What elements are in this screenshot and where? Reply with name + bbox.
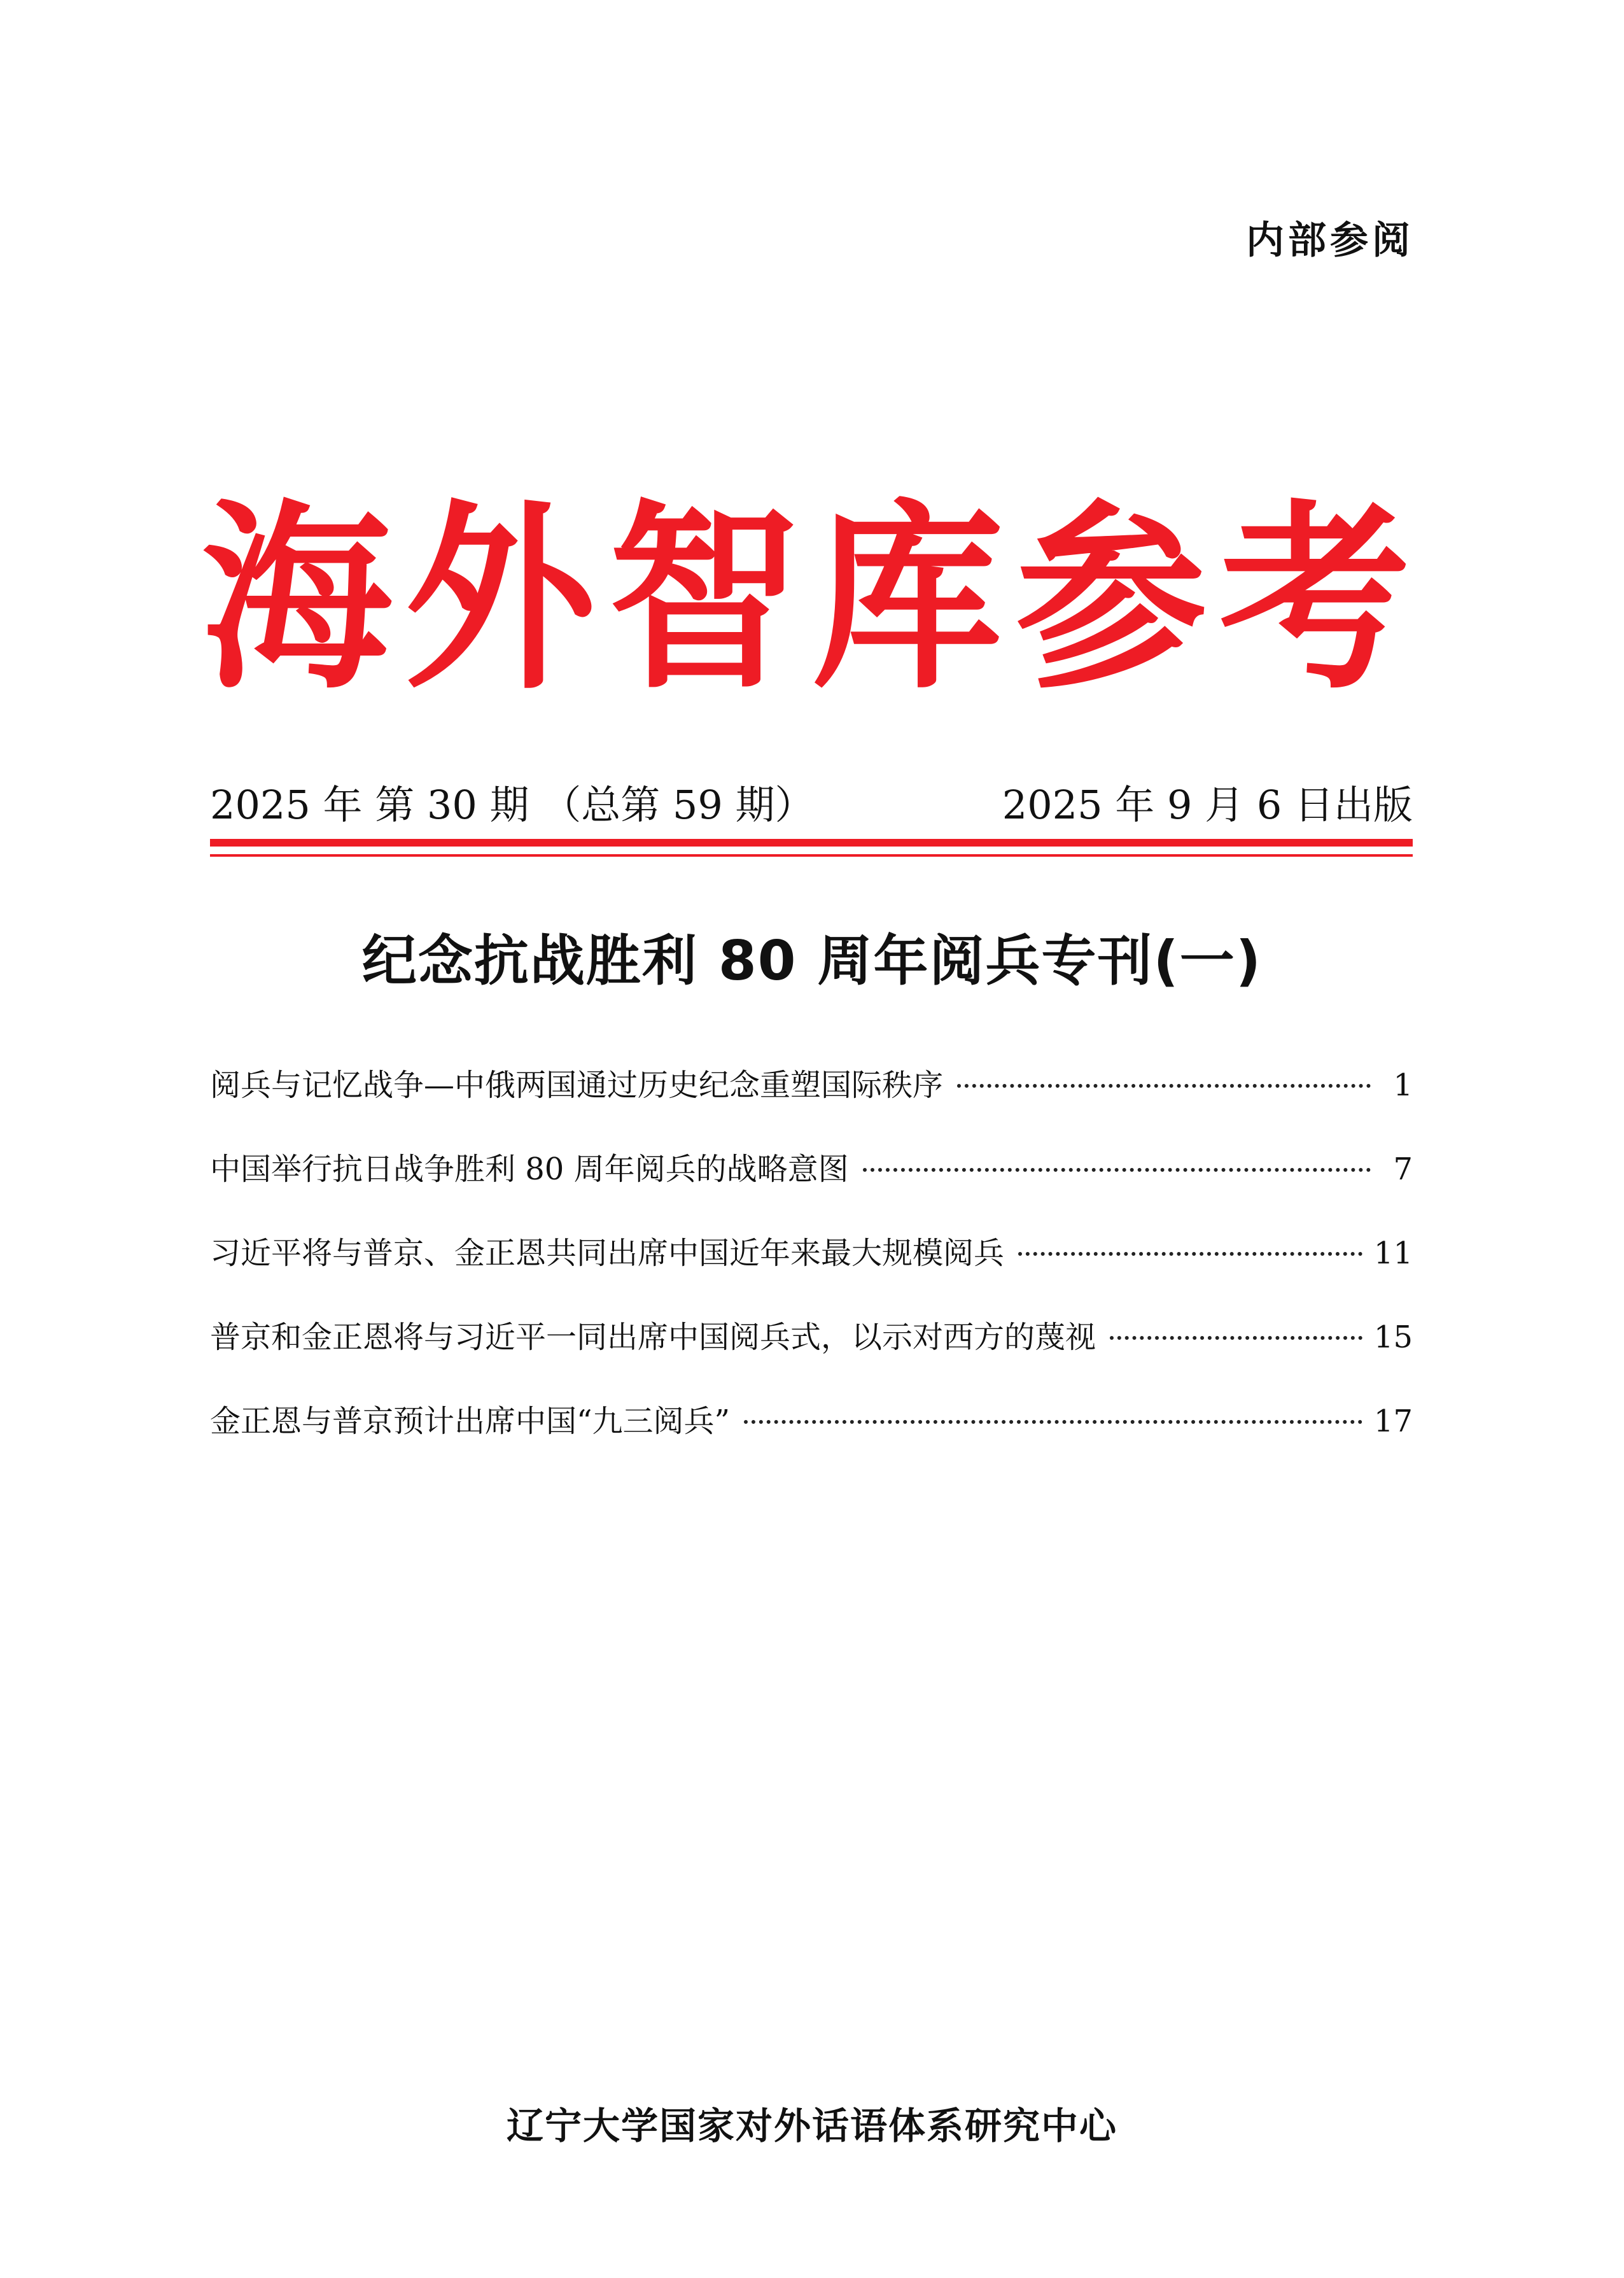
- toc-dot-leader: [1110, 1336, 1362, 1340]
- red-divider-thick: [210, 839, 1413, 847]
- classification-label: 内部参阅: [1246, 218, 1414, 263]
- toc-entry-title[interactable]: 中国举行抗日战争胜利 80 周年阅兵的战略意图: [210, 1151, 849, 1187]
- toc-entry[interactable]: [210, 1396, 1413, 1480]
- table-of-contents: [210, 1060, 1413, 1480]
- toc-entry[interactable]: [210, 1144, 1413, 1228]
- toc-entry-title[interactable]: 普京和金正恩将与习近平一同出席中国阅兵式，以示对西方的蔑视: [210, 1319, 1096, 1355]
- toc-entry-title[interactable]: 金正恩与普京预计出席中国“九三阅兵”: [210, 1403, 731, 1439]
- toc-page-number: 15: [1373, 1319, 1413, 1355]
- toc-entry-title[interactable]: 习近平将与普京、金正恩共同出席中国近年来最大规模阅兵: [210, 1235, 1005, 1271]
- toc-entry[interactable]: [210, 1060, 1413, 1144]
- toc-entry[interactable]: [210, 1228, 1413, 1312]
- special-issue-title: 纪念抗战胜利 80 周年阅兵专刊(一): [361, 929, 1263, 993]
- publisher-name: 辽宁大学国家对外话语体系研究中心: [506, 2104, 1117, 2148]
- issue-number: 2025 年 第 30 期 （总第 59 期）: [210, 782, 815, 828]
- toc-entry[interactable]: [210, 1312, 1413, 1396]
- toc-dot-leader: [1018, 1252, 1362, 1256]
- toc-page-number: 7: [1393, 1151, 1413, 1187]
- toc-dot-leader: [957, 1084, 1371, 1088]
- toc-dot-leader: [863, 1168, 1371, 1172]
- toc-page-number: 1: [1393, 1067, 1413, 1103]
- masthead-title: 海外智库参考: [201, 480, 1423, 716]
- red-divider-thin: [210, 854, 1413, 857]
- toc-page-number: 11: [1373, 1235, 1413, 1271]
- toc-entry-title[interactable]: 阅兵与记忆战争—中俄两国通过历史纪念重塑国际秩序: [210, 1067, 944, 1103]
- issue-line: [210, 780, 1413, 831]
- toc-page-number: 17: [1373, 1403, 1413, 1439]
- publication-date: 2025 年 9 月 6 日出版: [1002, 782, 1413, 828]
- toc-dot-leader: [744, 1420, 1362, 1424]
